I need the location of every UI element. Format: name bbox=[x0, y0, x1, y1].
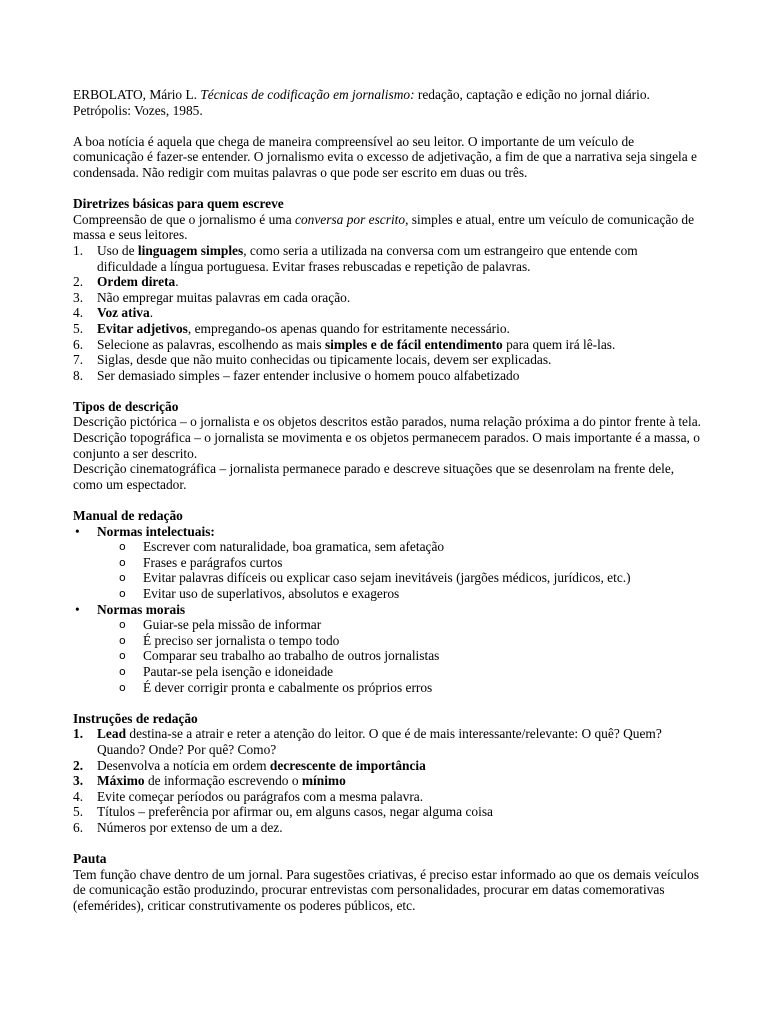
circle-bullet-icon: o bbox=[119, 680, 126, 694]
diretrizes-text-italic: conversa por escrito bbox=[295, 211, 406, 227]
list-item bbox=[73, 570, 701, 586]
item-number: 2. bbox=[73, 757, 84, 773]
item-number: 7. bbox=[73, 352, 84, 368]
item-text: Siglas, desde que não muito conhecidas ou tipicamente locais, devem ser explicadas. bbox=[97, 352, 552, 368]
item-bold: mínimo bbox=[301, 773, 346, 789]
diretrizes-list bbox=[73, 243, 701, 383]
list-item bbox=[73, 305, 701, 321]
item-text: É preciso ser jornalista o tempo todo bbox=[143, 632, 340, 648]
reference-publication: redação, captação e edição no jornal diário. Petrópolis: Vozes, 1985. bbox=[73, 87, 650, 118]
circle-bullet-icon: o bbox=[119, 571, 126, 585]
bullet-icon: • bbox=[75, 601, 80, 617]
list-item bbox=[73, 274, 701, 290]
group-title: Normas intelectuais: bbox=[97, 523, 215, 539]
list-item bbox=[73, 524, 701, 602]
list-item bbox=[73, 773, 701, 789]
list-item bbox=[73, 758, 701, 774]
list-item bbox=[73, 290, 701, 306]
descricao-topografica: Descrição topográfica – o jornalista se movimenta e os objetos permanecem parados. O mais importante é a massa, o conjunto a ser descrito. bbox=[73, 430, 700, 461]
instrucoes-heading: Instruções de redação bbox=[73, 710, 198, 726]
item-text: É dever corrigir pronta e cabalmente os próprios erros bbox=[143, 679, 433, 695]
item-number: 1. bbox=[73, 726, 84, 742]
sub-list bbox=[73, 539, 701, 601]
diretrizes-text bbox=[73, 212, 701, 243]
circle-bullet-icon: o bbox=[119, 633, 126, 647]
item-number: 4. bbox=[73, 788, 84, 804]
list-item bbox=[73, 820, 701, 836]
diretrizes-text-pre: Compreensão de que o jornalismo é uma bbox=[73, 211, 296, 227]
item-text: , como seria a utilizada na conversa com um estrangeiro que entende com dificuldade a língua portuguesa. Evitar frases rebuscadas e repetição de palavras. bbox=[97, 242, 638, 274]
circle-bullet-icon: o bbox=[119, 618, 126, 632]
item-text: destina-se a atrair e reter a atenção do leitor. O que é de mais interessante/relevante: O quê? Quem? Quando? Onde? Por quê? Como? bbox=[97, 726, 662, 757]
diretrizes-text-post: , simples e atual, entre um veículo de comunicação de massa e seus leitores. bbox=[73, 211, 695, 243]
item-number: 2. bbox=[73, 274, 84, 290]
circle-bullet-icon: o bbox=[119, 587, 126, 600]
list-item bbox=[73, 352, 701, 368]
descricao-cinematografica: Descrição cinematográfica – jornalista permanece parado e descreve situações que se desenrolam na frente dele, como um espectador. bbox=[73, 461, 675, 492]
list-item bbox=[73, 804, 701, 820]
bullet-icon: • bbox=[75, 523, 80, 539]
descricao-pictorica: Descrição pictórica – o jornalista e os objetos descritos estão parados, numa relação próxima a do pintor frente à tela. bbox=[73, 414, 702, 430]
circle-bullet-icon: o bbox=[119, 649, 126, 663]
circle-bullet-icon: o bbox=[119, 555, 126, 569]
item-number: 6. bbox=[73, 819, 84, 835]
circle-bullet-icon: o bbox=[119, 540, 126, 554]
item-text: , empregando-os apenas quando for estritamente necessário. bbox=[187, 320, 510, 336]
item-text: . bbox=[175, 274, 179, 290]
item-text: Comparar seu trabalho ao trabalho de outros jornalistas bbox=[143, 648, 440, 664]
item-bold: Máximo bbox=[97, 773, 145, 789]
list-item bbox=[73, 321, 701, 337]
item-number: 3. bbox=[73, 289, 84, 305]
item-text: Frases e parágrafos curtos bbox=[143, 554, 283, 570]
item-number: 8. bbox=[73, 367, 84, 383]
sub-list bbox=[73, 617, 701, 695]
pauta-heading: Pauta bbox=[73, 851, 107, 867]
document-page bbox=[73, 87, 701, 913]
item-text: Escrever com naturalidade, boa gramatica, sem afetação bbox=[143, 539, 445, 555]
item-number: 4. bbox=[73, 305, 84, 321]
list-item bbox=[73, 243, 701, 274]
item-number: 3. bbox=[73, 773, 84, 789]
circle-bullet-icon: o bbox=[119, 664, 126, 678]
item-text: Selecione as palavras, escolhendo as mais bbox=[97, 336, 325, 352]
list-item bbox=[73, 586, 701, 602]
item-text: Uso de bbox=[97, 242, 138, 258]
reference-author: ERBOLATO, Mário L. bbox=[73, 87, 201, 102]
manual-heading: Manual de redação bbox=[73, 508, 183, 524]
list-item bbox=[73, 648, 701, 664]
item-text: Desenvolva a notícia em ordem bbox=[97, 757, 270, 773]
item-text: Ser demasiado simples – fazer entender inclusive o homem pouco alfabetizado bbox=[97, 367, 520, 383]
manual-list bbox=[73, 524, 701, 696]
item-number: 1. bbox=[73, 242, 84, 258]
list-item bbox=[73, 368, 701, 384]
group-title: Normas morais bbox=[97, 601, 186, 617]
list-item bbox=[73, 726, 701, 757]
list-item bbox=[73, 539, 701, 555]
bibliographic-reference bbox=[73, 87, 701, 118]
item-text: Evitar palavras difíceis ou explicar caso sejam inevitáveis (jargões médicos, jurídicos, etc.) bbox=[143, 570, 631, 586]
item-text: Números por extenso de um a dez. bbox=[97, 819, 283, 835]
list-item bbox=[73, 602, 701, 696]
item-number: 5. bbox=[73, 804, 84, 820]
list-item bbox=[73, 680, 701, 696]
list-item bbox=[73, 633, 701, 649]
reference-title: Técnicas de codificação em jornalismo: bbox=[200, 87, 415, 102]
item-bold: Ordem direta bbox=[97, 274, 176, 290]
item-bold: simples e de fácil entendimento bbox=[324, 336, 503, 352]
item-text: Evite começar períodos ou parágrafos com a mesma palavra. bbox=[97, 788, 424, 804]
item-number: 5. bbox=[73, 320, 84, 336]
list-item bbox=[73, 337, 701, 353]
list-item bbox=[73, 664, 701, 680]
item-text: Pautar-se pela isenção e idoneidade bbox=[143, 663, 334, 679]
instrucoes-list bbox=[73, 726, 701, 835]
item-bold: Lead bbox=[97, 726, 127, 742]
list-item bbox=[73, 617, 701, 633]
item-text: Não empregar muitas palavras em cada oração. bbox=[97, 289, 351, 305]
list-item bbox=[73, 789, 701, 805]
diretrizes-heading: Diretrizes básicas para quem escreve bbox=[73, 196, 284, 212]
descricao-heading: Tipos de descrição bbox=[73, 398, 179, 414]
item-bold: Voz ativa bbox=[97, 305, 150, 321]
item-number: 6. bbox=[73, 336, 84, 352]
intro-paragraph: A boa notícia é aquela que chega de maneira compreensível ao seu leitor. O importante de um veículo de comunicação é fazer-se entender. O jornalismo evita o excesso de adjetivação, a fim de que a narrativa seja singela e condensada. Não redigir com muitas palavras o que pode ser escrito em duas ou três. bbox=[73, 133, 697, 180]
item-text: Guiar-se pela missão de informar bbox=[143, 617, 322, 633]
item-text: . bbox=[149, 305, 154, 321]
item-text: Títulos – preferência por afirmar ou, em alguns casos, negar alguma coisa bbox=[97, 804, 493, 820]
item-bold: linguagem simples bbox=[137, 242, 244, 258]
item-bold: decrescente de importância bbox=[269, 757, 426, 773]
item-text: Evitar uso de superlativos, absolutos e exageros bbox=[143, 586, 400, 601]
pauta-text: Tem função chave dentro de um jornal. Para sugestões criativas, é preciso estar informado ao que os demais veículos de comunicação estão produzindo, procurar entrevistas com personalidades, procurar em datas comemorativas (efemérides), criticar construtivamente os poderes públicos, etc. bbox=[73, 866, 699, 913]
item-text: de informação escrevendo o bbox=[144, 773, 302, 789]
list-item bbox=[73, 555, 701, 571]
item-text: para quem irá lê-las. bbox=[502, 336, 616, 352]
item-bold: Evitar adjetivos bbox=[97, 320, 188, 336]
